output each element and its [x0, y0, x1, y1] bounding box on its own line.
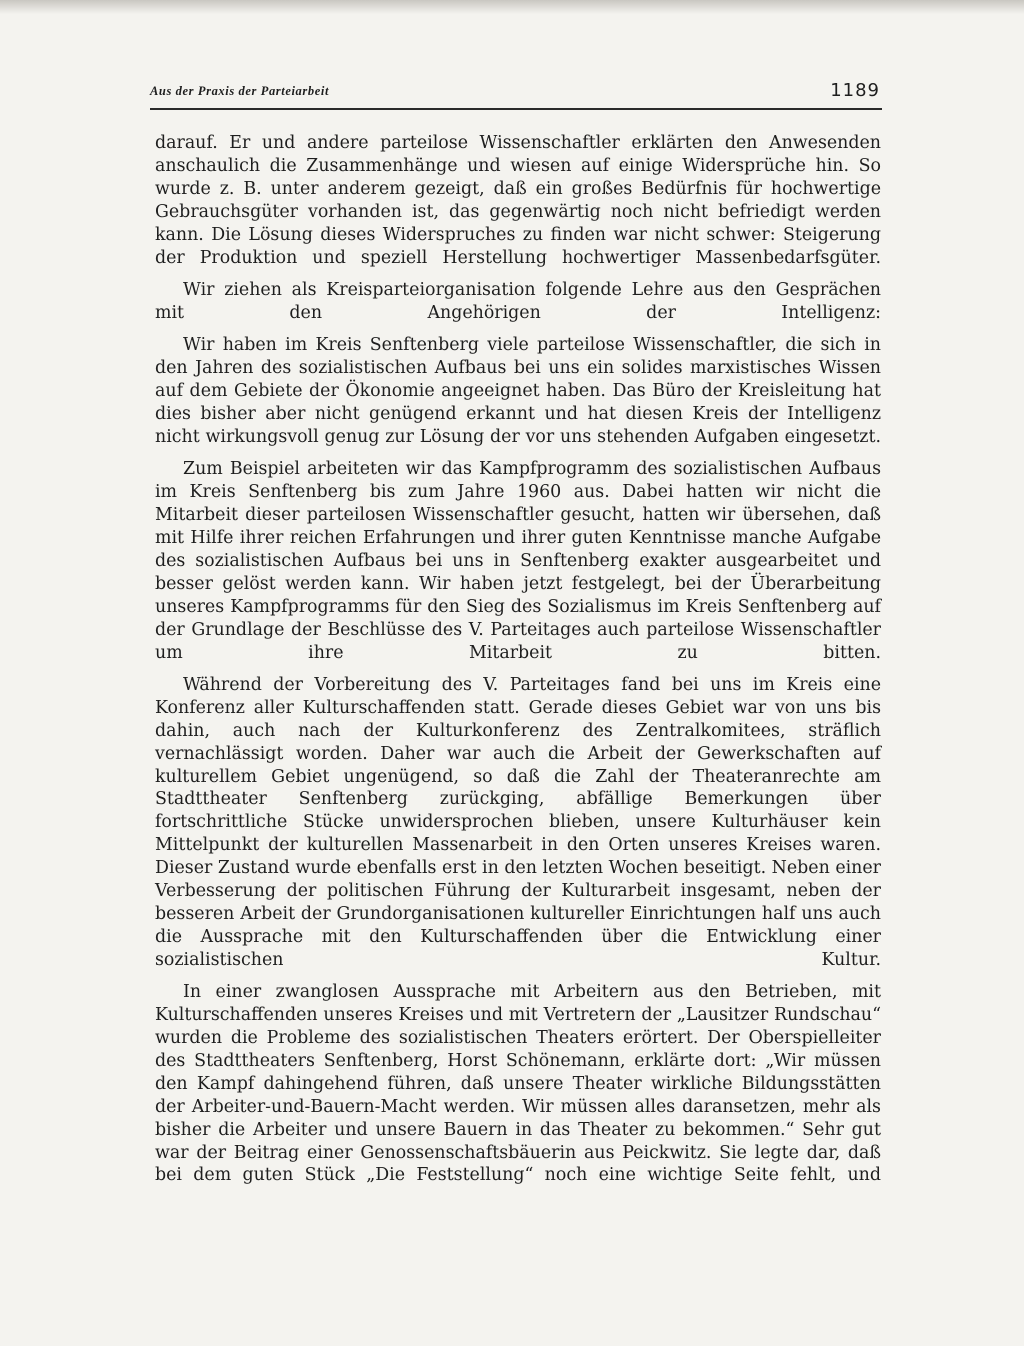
running-head: Aus der Praxis der Parteiarbeit [150, 84, 330, 98]
page-number: 1189 [830, 80, 880, 101]
paragraph: Während der Vorbereitung des V. Parteitages fand bei uns im Kreis eine Konferenz aller Kulturschaffenden statt. Gerade dieses Gebiet war von uns bis dahin, auch nach der Kulturkonferenz des Zentralkomitees, sträflich vernachlässigt worden. Daher war auch die Arbeit der Gewerkschaften auf kulturellem Gebiet ungenügend, so daß die Zahl der Theateranrechte am Stadttheater Senftenberg zurückging, abfällige Bemerkungen über fortschrittliche Stücke unwidersprochen blieben, unsere Kulturhäuser kein Mittelpunkt der kulturellen Massenarbeit in den Orten unseres Kreises waren. Dieser Zustand wurde ebenfalls erst in den letzten Wochen beseitigt. Neben einer Verbesserung der politischen Führung der Kulturarbeit insgesamt, neben der besseren Arbeit der Grundorganisationen kultureller Einrichtungen half uns auch die Aussprache mit den Kulturschaffenden über die Entwicklung einer sozialistischen Kultur. [155, 674, 881, 970]
paragraph: In einer zwanglosen Aussprache mit Arbeitern aus den Betrieben, mit Kulturschaffenden unseres Kreises und mit Vertretern der „Lausitzer Rundschau“ wurden die Probleme des sozialistischen Theaters erörtert. Der Oberspielleiter des Stadttheaters Senftenberg, Horst Schönemann, erklärte dort: „Wir müssen den Kampf dahingehend führen, daß unsere Theater wirkliche Bildungsstätten der Arbeiter-und-Bauern-Macht werden. Wir müssen alles daransetzen, mehr als bisher die Arbeiter und unsere Bauern in das Theater zu bekommen.“ Sehr gut war der Beitrag einer Genossenschaftsbäuerin aus Peickwitz. Sie legte dar, daß bei dem guten Stück „Die Feststellung“ noch eine wichtige Seite fehlt, und [155, 982, 881, 1186]
body-text [155, 132, 881, 1197]
header-rule [150, 108, 882, 110]
paragraph: Zum Beispiel arbeiteten wir das Kampfprogramm des sozialistischen Aufbaus im Kreis Senftenberg bis zum Jahre 1960 aus. Dabei hatten wir nicht die Mitarbeit dieser parteilosen Wissenschaftler gesucht, hatten wir übersehen, daß mit Hilfe ihrer reichen Erfahrungen und ihrer guten Kenntnisse manche Aufgabe des sozialistischen Aufbaus bei uns in Senftenberg exakter ausgearbeitet und besser gelöst werden kann. Wir haben jetzt festgelegt, bei der Überarbeitung unseres Kampfprogramms für den Sieg des Sozialismus im Kreis Senftenberg auf der Grundlage der Beschlüsse des V. Parteitages auch parteilose Wissenschaftler um ihre Mitarbeit zu bitten. [155, 459, 881, 663]
paragraph: Wir haben im Kreis Senftenberg viele parteilose Wissenschaftler, die sich in den Jahren des sozialistischen Aufbaus bei uns ein solides marxistisches Wissen auf dem Gebiete der Ökonomie angeeignet haben. Das Büro der Kreisleitung hat dies bisher aber nicht genügend erkannt und hat diesen Kreis der Intelligenz nicht wirkungsvoll genug zur Lösung der vor uns stehenden Aufgaben eingesetzt. [155, 335, 881, 447]
paragraph: Wir ziehen als Kreisparteiorganisation folgende Lehre aus den Gesprächen mit den Angehörigen der Intelligenz: [155, 279, 881, 323]
page-header [150, 80, 882, 112]
scan-top-edge [0, 0, 1024, 14]
paragraph: darauf. Er und andere parteilose Wissenschaftler erklärten den Anwesenden anschaulich die Zusammenhänge und wiesen auf einige Widersprüche hin. So wurde z. B. unter anderem gezeigt, daß ein großes Bedürfnis für hochwertige Gebrauchsgüter vorhanden ist, das gegenwärtig noch nicht befriedigt werden kann. Die Lösung dieses Widerspruches zu finden war nicht schwer: Steigerung der Produktion und speziell Herstellung hochwertiger Massenbedarfsgüter. [155, 133, 881, 268]
